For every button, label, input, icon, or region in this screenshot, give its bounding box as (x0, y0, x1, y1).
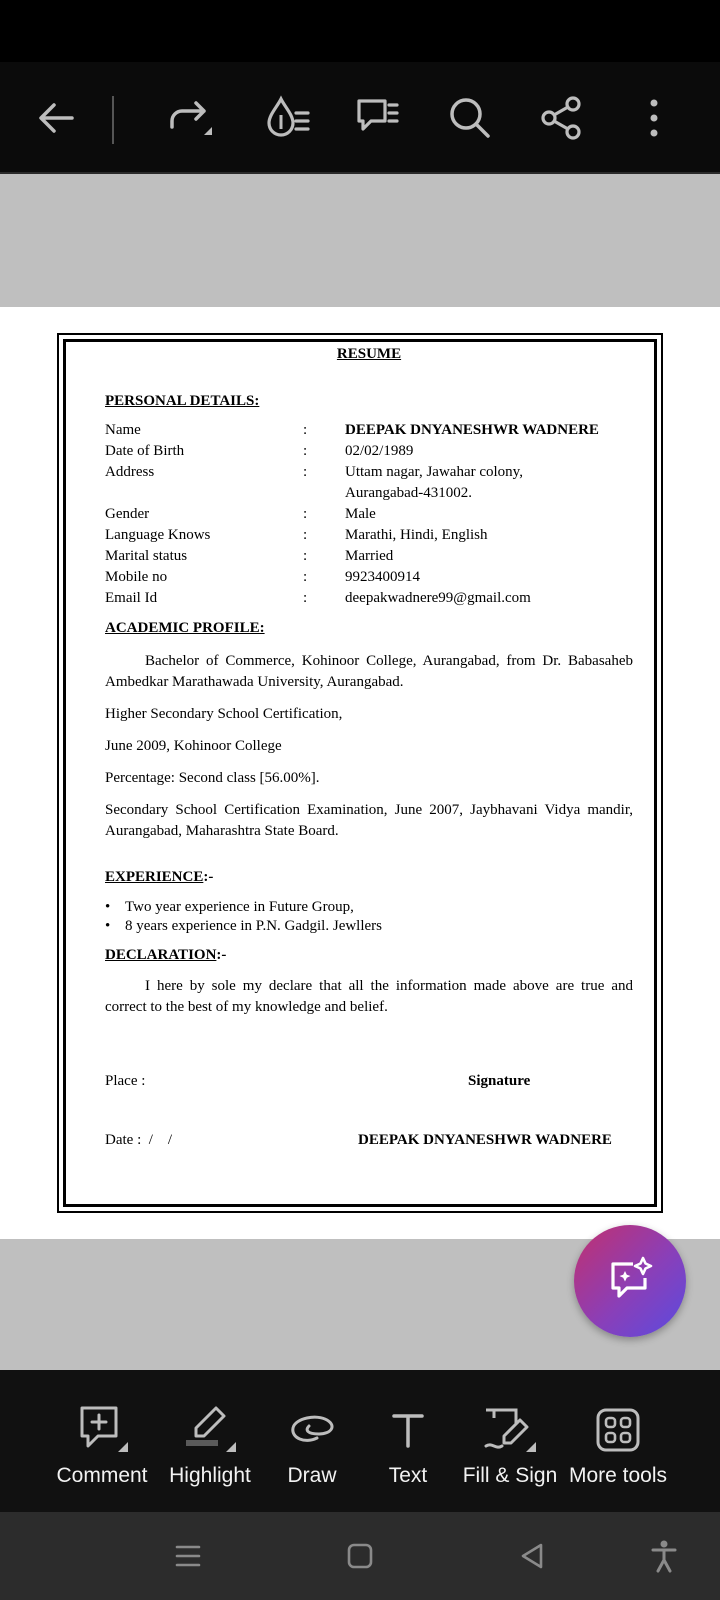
comment-add-icon (72, 1404, 132, 1456)
liquid-mode-icon[interactable] (260, 90, 316, 146)
top-toolbar (0, 62, 720, 174)
more-vertical-icon[interactable] (626, 90, 682, 146)
personal-row: Name : DEEPAK DNYANESHWR WADNERE (105, 422, 599, 438)
back-nav-icon[interactable] (510, 1534, 554, 1578)
academic-item: Percentage: Second class [56.00%]. (105, 770, 320, 786)
search-icon[interactable] (442, 90, 498, 146)
declaration-text: I here by sole my declare that all the information made above are true and correct to the best of my knowledge and belief. (105, 978, 633, 1015)
back-arrow-icon[interactable] (28, 90, 84, 146)
toolbar-divider (112, 96, 114, 144)
highlight-tool[interactable]: Highlight (162, 1370, 258, 1512)
experience-item: • 8 years experience in P.N. Gadgil. Jewllers (125, 918, 382, 935)
personal-row: Language Knows : Marathi, Hindi, English (105, 527, 488, 543)
text-tool[interactable]: Text (368, 1370, 448, 1512)
academic-item: Bachelor of Commerce, Kohinoor College, Aurangabad, from Dr. Babasaheb Ambedkar Marathawada University, Aurangabad. (105, 653, 633, 690)
personal-row: Mobile no : 9923400914 (105, 569, 420, 585)
redo-share-icon[interactable] (160, 90, 216, 146)
resume-title: RESUME (336, 346, 402, 362)
academic-item: June 2009, Kohinoor College (105, 738, 282, 754)
personal-row: Aurangabad-431002. (345, 485, 473, 501)
academic-item: Secondary School Certification Examination, June 2007, Jaybhavani Vidya mandir, Aurangabad, Maharashtra State Board. (105, 802, 633, 839)
place-label: Place : (105, 1073, 146, 1089)
recent-apps-icon[interactable] (166, 1534, 210, 1578)
accessibility-icon[interactable] (642, 1534, 686, 1578)
ai-chat-sparkle-icon (605, 1256, 655, 1306)
academic-profile-heading: ACADEMIC PROFILE: (105, 620, 265, 636)
ai-assistant-button[interactable] (574, 1225, 686, 1337)
personal-row: Marital status : Married (105, 548, 394, 564)
fill-sign-icon (480, 1404, 540, 1456)
comments-list-icon[interactable] (350, 90, 406, 146)
draw-loop-icon (287, 1410, 337, 1450)
date-label: Date : / / (105, 1132, 173, 1148)
personal-row: Gender : Male (105, 506, 376, 522)
personal-row: Address : Uttam nagar, Jawahar colony, (105, 464, 523, 480)
system-nav-bar (0, 1512, 720, 1600)
draw-tool[interactable]: Draw (272, 1370, 352, 1512)
personal-row: Date of Birth : 02/02/1989 (105, 443, 414, 459)
home-icon[interactable] (338, 1534, 382, 1578)
highlight-pen-icon (180, 1404, 240, 1456)
experience-item: • Two year experience in Future Group, (125, 899, 354, 916)
share-icon[interactable] (534, 90, 590, 146)
status-bar (0, 0, 720, 62)
experience-heading: EXPERIENCE:- (105, 869, 214, 885)
more-tools[interactable]: More tools (566, 1370, 670, 1512)
pdf-viewer[interactable] (0, 174, 720, 1370)
comment-tool[interactable]: Comment (54, 1370, 150, 1512)
fill-sign-tool[interactable]: Fill & Sign (458, 1370, 562, 1512)
academic-item: Higher Secondary School Certification, (105, 706, 343, 722)
signer-name: DEEPAK DNYANESHWR WADNERE (358, 1132, 612, 1148)
text-t-icon (388, 1410, 428, 1450)
pdf-page[interactable] (0, 307, 720, 1239)
personal-details-heading: PERSONAL DETAILS: (105, 393, 260, 409)
personal-row: Email Id : deepakwadnere99@gmail.com (105, 590, 531, 606)
grid-apps-icon (596, 1408, 640, 1452)
bottom-toolbar (0, 1370, 720, 1512)
declaration-heading: DECLARATION:- (105, 947, 227, 963)
signature-label: Signature (468, 1073, 531, 1089)
